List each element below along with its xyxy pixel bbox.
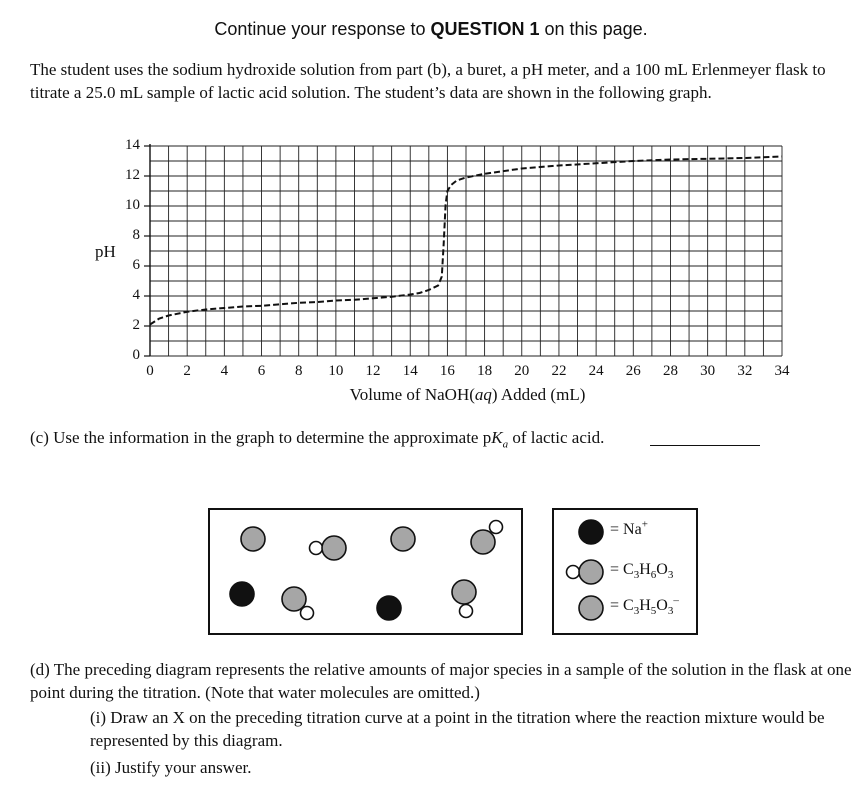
- x-tick-label: 28: [662, 363, 678, 379]
- y-tick-label: 14: [125, 137, 140, 153]
- part-d-question: (d) The preceding diagram represents the relative amounts of major species in a sample of the solution in the flask at one point during the titration. (Note that water molecules are omitted.): [30, 660, 852, 702]
- lactate-ion: [241, 527, 265, 551]
- lactic-acid-molecule: [282, 587, 314, 620]
- lactate-ion-symbol: [579, 596, 603, 620]
- x-tick-label: 4: [220, 363, 229, 379]
- sodium-ion: [230, 582, 254, 606]
- y-tick-label: 6: [132, 257, 140, 273]
- x-tick-label: 22: [551, 363, 567, 379]
- x-tick-label: 12: [365, 363, 381, 379]
- x-tick-label: 14: [402, 363, 418, 379]
- x-tick-label: 34: [774, 363, 790, 379]
- legend-lactate-label: = $C_3H_5O_3^-$: [610, 594, 679, 618]
- particle-diagram: [208, 508, 523, 635]
- x-tick-label: 18: [477, 363, 493, 379]
- x-tick-label: 16: [439, 363, 455, 379]
- x-tick-label: 2: [183, 363, 191, 379]
- x-tick-label: 30: [700, 363, 716, 379]
- particle-diagram-svg: [210, 510, 521, 633]
- x-tick-label: 24: [588, 363, 604, 379]
- legend-lactic-acid-label: = $C_3H_6O_3$: [610, 561, 674, 582]
- part-c-question: (c) Use the information in the graph to determine the approximate $pK_a$ of lactic acid.: [30, 428, 605, 451]
- lactic-acid-molecule: [310, 536, 347, 560]
- y-tick-label: 12: [125, 167, 140, 183]
- lactic-acid-symbol: [567, 560, 604, 584]
- page-header: Continue your response to QUESTION 1 on this page.: [214, 19, 648, 39]
- y-tick-label: 4: [132, 287, 140, 303]
- species-legend: [552, 508, 698, 635]
- y-tick-label: 0: [132, 347, 140, 363]
- x-tick-label: 10: [328, 363, 344, 379]
- question-number: QUESTION 1: [430, 19, 540, 39]
- x-tick-label: 0: [146, 363, 154, 379]
- x-tick-label: 6: [257, 363, 266, 379]
- x-tick-label: 8: [294, 363, 303, 379]
- intro-paragraph: The student uses the sodium hydroxide solution from part (b), a buret, a pH meter, and a 100 mL Erlenmeyer flask to titrate a 25.0 mL sample of lactic acid solution. The student’s data are shown in the following graph.: [30, 60, 826, 102]
- y-tick-label: 10: [125, 197, 140, 213]
- lactate-ion: [391, 527, 415, 551]
- sodium-ion-symbol: [579, 520, 603, 544]
- part-d-i-question: (i) Draw an X on the preceding titration curve at a point in the titration where the reaction mixture would be represented by this diagram.: [90, 708, 825, 750]
- part-d-ii-question: (ii) Justify your answer.: [90, 758, 252, 777]
- x-tick-label: 20: [514, 363, 530, 379]
- y-tick-label: 8: [132, 227, 140, 243]
- lactic-acid-molecule: [452, 580, 476, 618]
- x-axis-label: Volume of NaOH(aq) Added (mL): [349, 385, 586, 404]
- sodium-ion: [377, 596, 401, 620]
- x-tick-label: 32: [737, 363, 753, 379]
- legend-na-label: = Na+: [610, 518, 648, 538]
- pka-answer-blank[interactable]: [650, 445, 760, 446]
- x-tick-label: 26: [625, 363, 641, 379]
- y-axis-label: pH: [95, 242, 116, 261]
- lactic-acid-molecule: [471, 521, 503, 555]
- y-tick-label: 2: [132, 317, 140, 333]
